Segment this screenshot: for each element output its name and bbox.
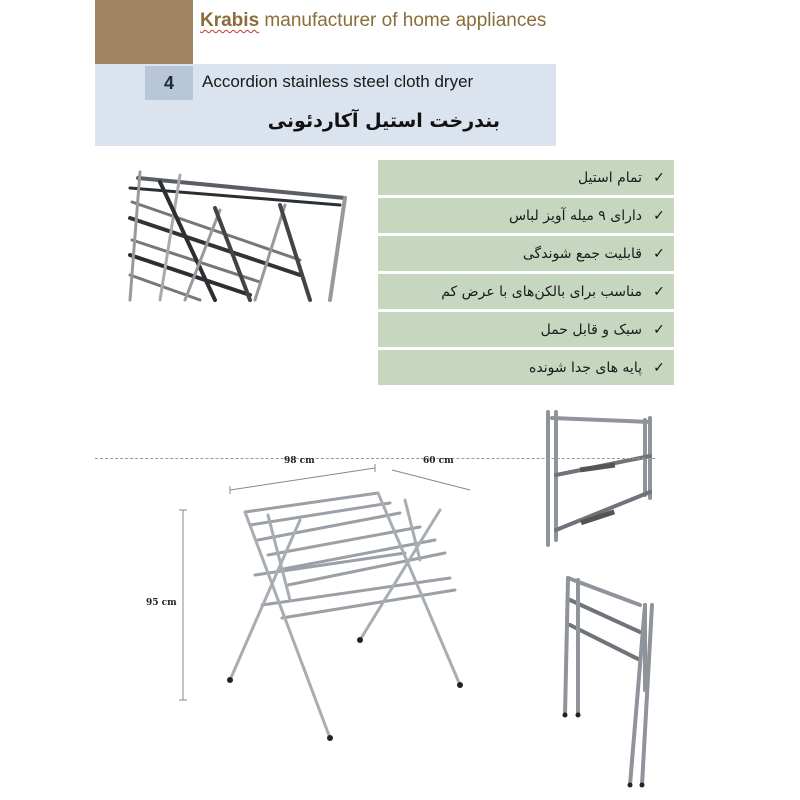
product-number: 4 [145, 66, 193, 100]
product-title-persian: بندرخت استیل آکاردئونی [267, 110, 500, 132]
feature-text: تمام استیل [577, 169, 642, 186]
check-icon: ✓ [653, 207, 665, 224]
check-icon: ✓ [653, 359, 665, 376]
feature-item [378, 350, 674, 386]
check-icon: ✓ [653, 321, 665, 338]
feature-item [378, 198, 674, 234]
feature-list [378, 160, 674, 388]
company-header [200, 10, 546, 32]
feature-text: مناسب برای بالکن‌های با عرض کم [441, 283, 642, 300]
check-icon: ✓ [653, 169, 665, 186]
height-dimension: 95 cm [146, 598, 177, 608]
feature-item [378, 274, 674, 310]
depth-dimension: 60 cm [423, 456, 454, 466]
product-title-english: Accordion stainless steel cloth dryer [202, 72, 474, 91]
feature-item [378, 236, 674, 272]
feature-item [378, 312, 674, 348]
width-dimension: 98 cm [284, 456, 315, 466]
check-icon: ✓ [653, 283, 665, 300]
brand-name: Krabis [200, 10, 260, 31]
feature-text: دارای ۹ میله آویز لباس [508, 207, 642, 224]
feature-item [378, 160, 674, 196]
feature-text: پایه های جدا شونده [529, 359, 642, 376]
feature-text: سبک و قابل حمل [540, 321, 642, 338]
feature-text: قابلیت جمع شوندگی [522, 245, 642, 262]
divider-line [95, 458, 655, 459]
company-tagline: manufacturer of home appliances [259, 10, 547, 31]
check-icon: ✓ [653, 245, 665, 262]
